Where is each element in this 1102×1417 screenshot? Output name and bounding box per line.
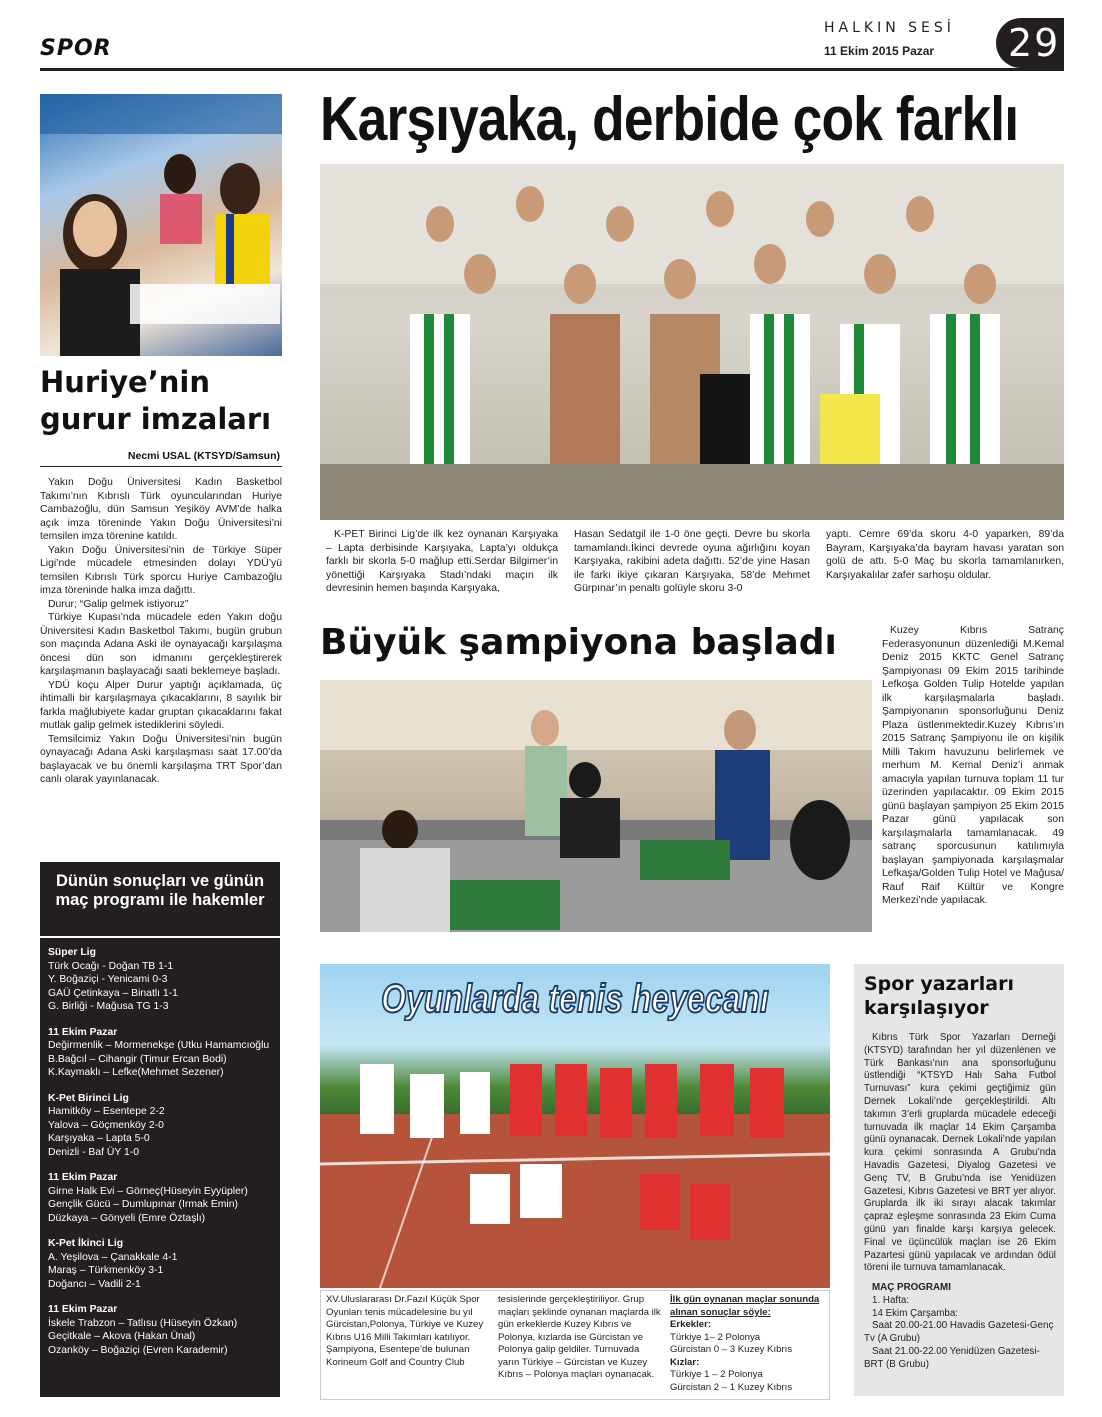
results-group-head: K-Pet İkinci Lig [48, 1238, 124, 1249]
result-line: Maraş – Türkmenköy 3-1 [48, 1265, 164, 1276]
results-group-head: 11 Ekim Pazar [48, 1304, 118, 1315]
tennis-men-label: Erkekler: [670, 1319, 712, 1330]
chess-photo-art [320, 680, 872, 932]
result-line: G. Birliği - Mağusa TG 1-3 [48, 1001, 169, 1012]
huriye-headline-line1: Huriye’nin [40, 365, 210, 399]
result-line: Gençlik Gücü – Dumlupınar (Irmak Emin) [48, 1199, 238, 1210]
huriye-subheading: Durur; “Galip gelmek istiyoruz” [48, 598, 189, 610]
huriye-paragraph: YDÜ koçu Alper Durur yaptığı açıklamada, üç ihtimalli bir karşılaşmaya çıkacaklarını, 8 sayılık bir farkla mağlubiyete kadar gruptan çıkacaklarını fakat mutlak galip gelmek istediklerini söyledi. [40, 679, 282, 731]
huriye-photo-art [40, 94, 282, 356]
huriye-byline-rule [40, 466, 282, 467]
satranc-body: Kuzey Kıbrıs Satranç Federasyonunun düzenlediği M.Kemal Deniz 2015 KKTC Genel Satranç Şampiyonası 09 Ekim 2015 tarihinde Lefkoşa Golden Tulip Hotelde yapılan ilk karşılaşmalarla başladı. Şampiyonanın sponsorluğunu Deniz Plaza üstlenmektedir.Kuzey Kıbrıs’ın 2015 Satranç Şampiyonu ile on kişilik Milli Takım havuzunu belirlemek ve merhum M. Kemal Deniz’i anmak amacıyla yapılan turnuva toplam 11 tur üzerinden yapılacaktır. 09 Ekim 2015 günü başlayan şampiyon 25 Ekim 2015 Pazar günü yapılacak son karşılaşmalarla tamamlanacak. 49 satranç sporcusunun katılımıyla başlayan şampiyonada karşılaşmalar Lefkaşa/Golden Tulip Hotel ve Mağusa/ Rauf Raif Kültür ve Kongre Merkezi’nde yapılacak. [882, 625, 1064, 906]
result-line: Geçitkale – Akova (Hakan Ünal) [48, 1331, 196, 1342]
result-line: Değirmenlik – Mormenekşe (Utku Hamamcıoğlu [48, 1040, 270, 1051]
results-title-rule [40, 936, 280, 938]
tennis-women-label: Kızlar: [670, 1356, 700, 1368]
page-number-badge [996, 18, 1064, 68]
huriye-photo [40, 94, 282, 356]
header-date: 11 Ekim 2015 Pazar [824, 44, 935, 58]
karsiyaka-col2: Hasan Sedatgil ile 1-0 öne geçti. Devre bu skorla tamamlandı.İkinci devrede oyuna ağırlığını koyan Karşıyaka, rakibini adeta dağıttı. 52’de yine Hasan ile farkı ikiye çıkaran Karşıyaka, 58’de Mehmet Gürpınar’ın penaltı golüyle skoru 3-0 [574, 529, 810, 594]
results-group-head: K-Pet Birinci Lig [48, 1092, 129, 1104]
results-group-head: 11 Ekim Pazar [48, 1172, 118, 1183]
result-line: B.Bağcıl – Cihangir (Timur Ercan Bodi) [48, 1053, 227, 1065]
karsiyaka-headline: Karşıyaka, derbide çok farklı [320, 85, 1019, 154]
result-line: K.Kaymaklı – Lefke(Mehmet Sezener) [48, 1067, 224, 1078]
tennis-results-title: İlk gün oynanan maçlar sonunda alınan sonuçlar söyle: [670, 1294, 820, 1318]
karsiyaka-col3: yaptı. Cemre 69’da skoru 4-0 yaparken, 89’da Bayram, Karşıyaka’da bayram havası yaratan son golü de attı. 5-0 Maç bu skorla tamamlanırken, Karşıyakalılar zafer sarhoşu oldular. [826, 529, 1064, 581]
chess-photo [320, 680, 872, 932]
result-line: Y. Boğaziçi - Yenicami 0-3 [48, 974, 168, 985]
tennis-result-line: Gürcistan 2 – 1 Kuzey Kıbrıs [670, 1381, 793, 1393]
page-number: 29 [1008, 21, 1061, 65]
tennis-col2: tesislerinde gerçekleştiriliyor. Grup maçları şeklinde oynanan maçlarda ilk gün erkeklerde Kuzey Kıbrıs ve Polonya, kızlarda ise Gürcistan ve Polonya galip geldiler. Turnuvada yarın Türkiye – Gürcistan ve Kuzey Kıbrıs – Polonya maçları oynanacak. [498, 1294, 661, 1380]
header-rule-right [814, 68, 1064, 71]
satranc-headline: Büyük şampiyona başladı [320, 622, 837, 663]
results-title: Dünün sonuçları ve günün maç programı ile hakemler [55, 872, 265, 909]
writers-body: Kıbrıs Türk Spor Yazarları Derneği (KTSYD) tarafından her yıl düzenlenen ve Türk Bankası’nın ana sponsorluğunu üstlendiği “KTSYD Halı Saha Futbol Turnuvası” kura çekimi geçtiğimiz gün Dernek Lokali’nde gerçekleştirildi. Altı takımın 3’erli gruplarda mücadele edeceği turnuvada ilk maçlar 14 Ekim Çarşamba günü oynanacak. Dernek Lokali’nde yapılan kura çekimi sonrasında A Grubu’nda Havadis Gazetesi, Diyalog Gazetesi ve Genç TV, B Grubu’nda ise Yenidüzen Gazetesi, Kıbrıs Gazetesi ve BRT yer alıyor. Gruplarda ilk iki sırayı alacak takımlar çapraz eşleşme sonrasında 23 Ekim Cuma günü yarı finalde karşı karşıya gelecek. Final ve üçüncülük maçları ise 26 Ekim Pazartesi günü yapılacak ve ardından ödül töreni ile turnuva tamamlanacak. [864, 1032, 1056, 1274]
writers-box [854, 964, 1064, 1396]
huriye-byline: Necmi USAL (KTSYD/Samsun) [127, 450, 280, 462]
result-line: Yalova – Göçmenköy 2-0 [48, 1119, 164, 1131]
writers-program-title: MAÇ PROGRAMI [872, 1282, 951, 1293]
huriye-paragraph: Temsilcimiz Yakın Doğu Üniversitesi’nin bugün oynayacağı Adana Aski karşılaşması saat 17.00’da başlayacak ve bu önemli karşılaşma TRT Spor’dan canlı olarak yayınlanacak. [40, 733, 282, 785]
result-line: GAÜ Çetinkaya – Binatlı 1-1 [48, 987, 178, 999]
results-group-head: 11 Ekim Pazar [48, 1026, 118, 1038]
tennis-result-line: Türkiye 1– 2 Polonya [670, 1331, 761, 1343]
tennis-col1: XV.Uluslararası Dr.Fazıl Küçük Spor Oyunları tenis mücadelesine bu yıl Gürcistan,Polonya, Türkiye ve Kuzey Kıbrıs U16 Milli Takımları katılıyor. Şampiyona, Esentepe’de bulunan Korineum Golf and Country Club [326, 1294, 484, 1368]
huriye-headline [40, 364, 290, 438]
tennis-photo [320, 964, 830, 1288]
section-label: SPOR [40, 36, 112, 61]
writers-program-line: 1. Hafta: [872, 1294, 910, 1306]
huriye-body [40, 476, 282, 787]
result-line: Denizli - Baf ÜY 1-0 [48, 1146, 140, 1158]
result-line: A. Yeşilova – Çanakkale 4-1 [48, 1251, 178, 1263]
result-line: Doğancı – Vadili 2-1 [48, 1278, 141, 1290]
paper-name: HALKIN SESİ [824, 20, 955, 36]
huriye-headline-line2: gurur imzaları [40, 402, 272, 436]
result-line: Girne Halk Evi – Görneç(Hüseyin Eyyüpler) [48, 1185, 248, 1197]
results-list [48, 942, 276, 1357]
results-group-head: Süper Lig [48, 947, 96, 958]
result-line: Düzkaya – Gönyeli (Emre Öztaşlı) [48, 1212, 206, 1224]
writers-headline: Spor yazarları karşılaşıyor [864, 973, 1014, 1019]
tennis-result-line: Gürcistan 0 – 3 Kuzey Kıbrıs [670, 1344, 793, 1355]
writers-program-line: Saat 20.00-21.00 Havadis Gazetesi-Genç Tv (A Grubu) [864, 1320, 1054, 1345]
huriye-paragraph: Yakın Doğu Üniversitesi’nin de Türkiye Süper Ligi’nde mücadele etmesinden dolayı YDÜ’yü temsilen Kıbrıslı Türk sporcu Huriye Cambazoğlu imza töreninde halka imza dağıttı. [40, 544, 282, 596]
tennis-result-line: Türkiye 1 – 2 Polonya [670, 1369, 763, 1380]
result-line: Ozanköy – Boğaziçi (Evren Karademir) [48, 1344, 228, 1356]
result-line: Karşıyaka – Lapta 5-0 [48, 1133, 150, 1144]
writers-program-line: Saat 21.00-22.00 Yenidüzen Gazetesi-BRT (B Grubu) [864, 1345, 1040, 1370]
karsiyaka-col1: K-PET Birinci Lig’de ilk kez oynanan Karşıyaka – Lapta derbisinde Karşıyaka, Lapta’yı oldukça farklı bir skorla 5-0 mağlup etti.Serdar Bilgimer’in yönettiği Karşıyaka Stadı’ndaki maçın ilk devresinin hemen başında Karşıyaka, [326, 529, 558, 594]
result-line: Hamitköy – Esentepe 2-2 [48, 1106, 165, 1117]
result-line: Türk Ocağı - Doğan TB 1-1 [48, 960, 174, 972]
result-line: İskele Trabzon – Tatlısu (Hüseyin Özkan) [48, 1317, 238, 1329]
results-box [40, 862, 280, 1397]
huriye-paragraph: Yakın Doğu Üniversitesi Kadın Basketbol Takımı’nın Kıbrıslı Türk oyuncularından Huriye Cambazoğlu, dün Samsun Yeşiköy AVM’de halka açık imza töreninde Yakın Doğu Üniversitesi’ni temsilen imza törenine katıldı. [40, 477, 282, 542]
tennis-headline: Oyunlarda tenis heyecanı [381, 977, 769, 1021]
writers-program-line: 14 Ekim Çarşamba: [872, 1307, 959, 1319]
tennis-col3 [670, 1294, 828, 1394]
karsiyaka-team-photo [320, 164, 1064, 520]
writers-program [864, 1282, 1056, 1372]
header-rule-left [40, 68, 814, 71]
huriye-paragraph: Türkiye Kupası’nda mücadele eden Yakın doğu Üniversitesi Kadın Basketbol Takımı, bugün grubun son maçında Adana Aski ile oynayacağı karşılaşma öncesi dün son idmanını gerçekleştirerek karşılaşmanın başlayacağı saati beklemeye başladı. [40, 612, 282, 677]
karsiyaka-photo-art [320, 164, 1064, 520]
